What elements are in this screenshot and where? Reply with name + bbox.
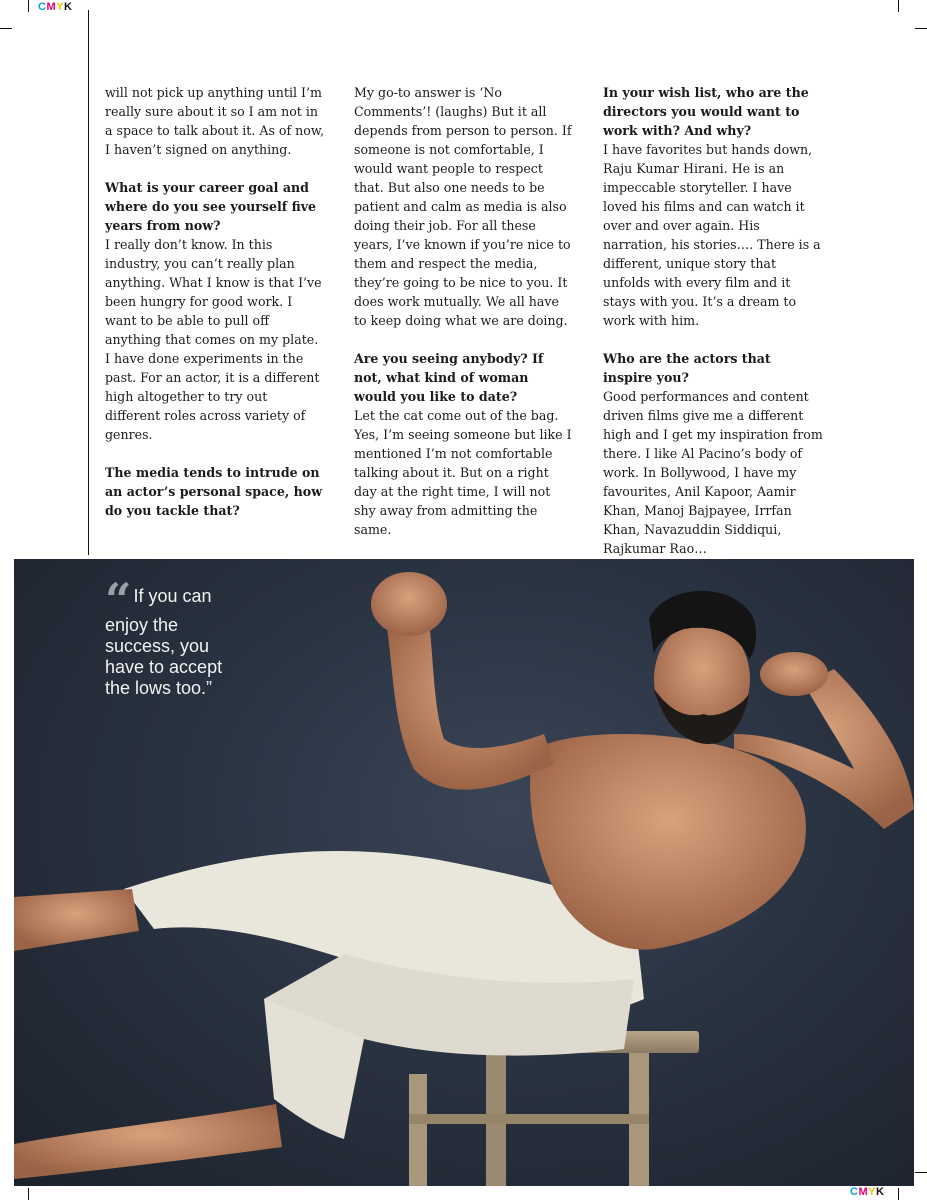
- question: Who are the actors that inspire you?: [603, 351, 771, 385]
- foot: [14, 1104, 282, 1179]
- cmyk-k: K: [875, 1186, 885, 1198]
- qa-block: [603, 83, 823, 330]
- crop-mark: [915, 1172, 927, 1173]
- qa-block: [354, 349, 574, 539]
- foot: [14, 889, 139, 951]
- question: Are you seeing anybody? If not, what kind of woman would you like to date?: [354, 351, 544, 404]
- question: The media tends to intrude on an actor’s personal space, how do you tackle that?: [105, 465, 323, 518]
- article-column-3: [603, 83, 823, 577]
- crop-mark: [898, 1188, 899, 1200]
- pull-quote-text: If you can enjoy the success, you have to accept the lows too.”: [105, 586, 223, 698]
- cmyk-m: M: [46, 1, 57, 13]
- pull-quote: [105, 573, 245, 699]
- crop-mark: [28, 1188, 29, 1200]
- raised-arm: [386, 619, 554, 790]
- cmyk-c: C: [38, 1, 47, 13]
- head: [649, 591, 756, 744]
- cmyk-m: M: [858, 1186, 869, 1198]
- cmyk-mark-top: [38, 1, 72, 13]
- quote-mark-icon: “: [105, 573, 132, 627]
- answer: Let the cat come out of the bag. Yes, I’m seeing someone but like I mentioned I’m not comfortable talking about it. But on a right day at the right time, I will not shy away from admitting the same.: [354, 408, 572, 537]
- cmyk-mark-bottom: [850, 1186, 884, 1198]
- crop-mark: [28, 0, 29, 12]
- cmyk-y: Y: [868, 1186, 876, 1198]
- article-column-1: [105, 83, 325, 539]
- cmyk-c: C: [850, 1186, 859, 1198]
- question: In your wish list, who are the directors you would want to work with? And why?: [603, 85, 809, 138]
- qa-block: [105, 178, 325, 444]
- crop-mark: [0, 28, 12, 29]
- column-rule: [88, 10, 89, 555]
- cmyk-k: K: [63, 1, 73, 13]
- qa-block: [105, 463, 325, 520]
- answer: Good performances and content driven films give me a different high and I get my inspiration from there. I like Al Pacino’s body of work. In Bollywood, I have my favourites, Anil Kapoor, Aamir Khan, Manoj Bajpayee, Irrfan Khan, Navazuddin Siddiqui, Rajkumar Rao…: [603, 389, 823, 556]
- answer-paragraph: will not pick up anything until I’m really sure about it so I am not in a space to talk about it. As of now, I haven’t signed on anything.: [105, 85, 325, 157]
- fist: [371, 572, 447, 636]
- question: What is your career goal and where do you see yourself five years from now?: [105, 180, 317, 233]
- hand: [760, 652, 828, 696]
- crop-mark: [915, 28, 927, 29]
- crop-mark: [898, 0, 899, 12]
- answer: I really don’t know. In this industry, you can’t really plan anything. What I know is that I’ve been hungry for good work. I want to be able to pull off anything that comes on my plate. I have done experiments in the past. For an actor, it is a different high altogether to try out different roles across variety of genres.: [105, 237, 322, 442]
- answer-paragraph: My go-to answer is ‘No Comments’! (laughs) But it all depends from person to person. If someone is not comfortable, I would want people to respect that. But also one needs to be patient and calm as media is also doing their job. For all these years, I’ve known if you’re nice to them and respect the media, they’re going to be nice to you. It does work mutually. We all have to keep doing what we are doing.: [354, 85, 572, 328]
- article-column-2: [354, 83, 574, 558]
- qa-block: [603, 349, 823, 558]
- answer: I have favorites but hands down, Raju Kumar Hirani. He is an impeccable storyteller. I have loved his films and can watch it over and over again. His narration, his stories…. There is a different, unique story that unfolds with every film and it stays with you. It’s a dream to work with him.: [603, 142, 821, 328]
- cmyk-y: Y: [56, 1, 64, 13]
